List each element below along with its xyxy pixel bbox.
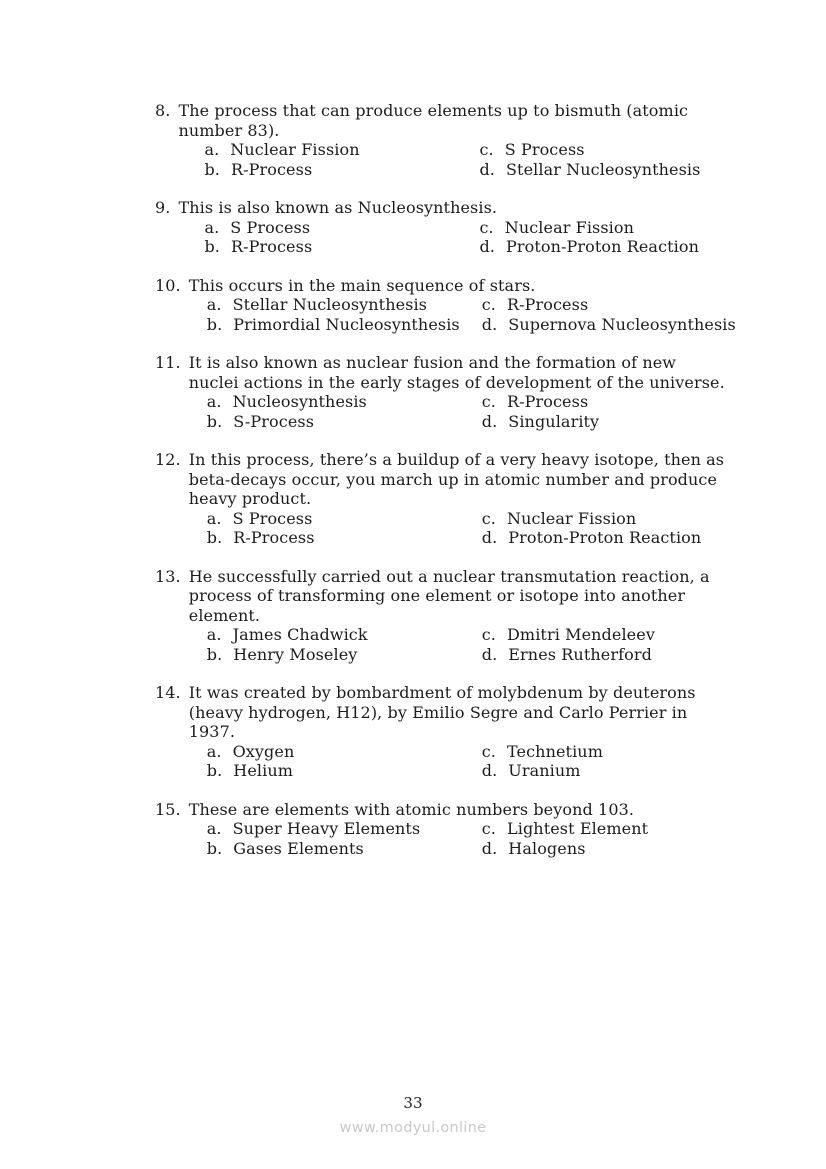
answer-option — [482, 761, 733, 781]
answer-option — [479, 160, 733, 180]
option-text: Nucleosynthesis — [232, 392, 367, 411]
option-text: Technetium — [507, 741, 603, 761]
option-text: Nuclear Fission — [230, 140, 360, 159]
option-letter: d. — [479, 159, 495, 179]
option-text: Supernova Nucleosynthesis — [508, 314, 736, 334]
option-letter: c. — [481, 819, 496, 838]
question-text: This is also known as Nucleosynthesis. — [178, 198, 498, 217]
option-text: R-Process — [231, 159, 313, 179]
option-text: Helium — [233, 761, 294, 780]
option-letter: c. — [481, 295, 496, 314]
option-text: Stellar Nucleosynthesis — [232, 295, 428, 314]
watermark: www.modyul.online — [339, 1120, 487, 1136]
answer-option — [207, 645, 482, 665]
answer-option — [207, 625, 482, 645]
option-letter: a. — [206, 741, 222, 761]
answer-option — [204, 218, 479, 238]
option-text: S Process — [230, 217, 311, 237]
option-letter: d. — [481, 528, 498, 547]
question — [155, 800, 733, 859]
option-letter: b. — [206, 761, 223, 780]
answer-option — [482, 295, 736, 315]
question-body — [189, 567, 733, 665]
option-letter: d. — [481, 314, 498, 334]
quiz-questions — [155, 101, 736, 877]
option-text: Halogens — [508, 838, 586, 858]
question-text: This occurs in the main sequence of stars. — [188, 275, 536, 295]
option-letter: c. — [481, 392, 496, 411]
answer-option — [207, 315, 482, 335]
answer-option — [207, 839, 482, 859]
answer-option — [482, 742, 733, 762]
option-text: R-Process — [231, 237, 313, 256]
option-text: Proton-Proton Reaction — [508, 528, 702, 547]
option-text: R-Process — [507, 392, 589, 411]
answer-option — [482, 819, 733, 839]
answer-option — [482, 645, 733, 665]
option-text: Dmitri Mendeleev — [507, 625, 655, 644]
option-letter: b. — [206, 644, 223, 664]
answer-option — [207, 509, 482, 529]
option-letter: a. — [206, 625, 222, 644]
question-number: 10. — [155, 275, 181, 295]
question-number: 15. — [155, 799, 181, 819]
option-text: Primordial Nucleosynthesis — [233, 314, 460, 334]
option-text: R-Process — [507, 295, 589, 314]
option-letter: a. — [206, 508, 222, 528]
option-letter: b. — [206, 528, 223, 547]
answer-option — [207, 392, 482, 412]
option-letter: b. — [204, 237, 220, 256]
option-text: James Chadwick — [232, 625, 368, 644]
answer-option — [482, 625, 733, 645]
answer-option — [479, 218, 733, 238]
option-letter: d. — [479, 237, 495, 256]
question-body — [189, 800, 733, 859]
question-number: 11. — [155, 353, 181, 372]
option-text: S-Process — [233, 411, 315, 431]
option-text: Lightest Element — [507, 819, 649, 838]
option-letter: d. — [481, 761, 498, 780]
option-text: Stellar Nucleosynthesis — [506, 159, 701, 179]
option-letter: a. — [206, 295, 222, 314]
answer-option — [482, 392, 733, 412]
question-body — [178, 101, 733, 179]
option-text: Oxygen — [232, 741, 295, 761]
answer-option — [207, 412, 482, 432]
question — [155, 198, 733, 257]
answer-option — [204, 237, 479, 257]
answer-option — [207, 528, 482, 548]
option-text: R-Process — [233, 528, 315, 547]
answer-options — [204, 140, 733, 179]
question-number: 12. — [155, 450, 181, 469]
answer-options — [207, 509, 733, 548]
option-letter: c. — [481, 508, 496, 528]
question — [155, 101, 733, 179]
question-text: In this process, there’s a buildup of a very heavy isotope, then as beta-decays occur, you march up in atomic number and produce heavy product. — [188, 450, 725, 508]
question-body — [189, 450, 733, 548]
option-letter: b. — [206, 838, 223, 858]
option-letter: a. — [204, 217, 220, 237]
answer-option — [479, 140, 733, 160]
option-text: Nuclear Fission — [504, 217, 635, 237]
question-body — [178, 198, 733, 257]
answer-options — [207, 742, 733, 781]
question — [155, 275, 736, 335]
answer-option — [482, 315, 736, 335]
question-body — [188, 275, 736, 335]
answer-option — [207, 819, 482, 839]
option-letter: b. — [206, 411, 223, 431]
option-letter: c. — [481, 625, 496, 644]
answer-option — [482, 839, 733, 859]
option-letter: d. — [481, 838, 498, 858]
question — [155, 353, 733, 431]
question-text: These are elements with atomic numbers beyond 103. — [188, 799, 635, 819]
question-body — [189, 683, 733, 781]
option-letter: b. — [206, 314, 223, 334]
option-letter: a. — [204, 140, 220, 159]
option-text: Singularity — [508, 411, 600, 431]
option-text: Nuclear Fission — [507, 508, 637, 528]
option-text: Gases Elements — [233, 838, 364, 858]
option-text: Henry Moseley — [233, 644, 358, 664]
answer-option — [207, 742, 482, 762]
question-text: It was created by bombardment of molybdenum by deuterons (heavy hydrogen, H12), by Emilio Segre and Carlo Perrier in 1937. — [188, 683, 696, 741]
question-text: The process that can produce elements up to bismuth (atomic number 83). — [178, 101, 689, 140]
question-number: 8. — [155, 101, 171, 120]
answer-options — [207, 819, 733, 858]
question — [155, 567, 733, 665]
answer-option — [204, 160, 479, 180]
question-text: It is also known as nuclear fusion and the formation of new nuclei actions in the early stages of development of the universe. — [188, 353, 725, 392]
option-letter: c. — [479, 140, 494, 159]
question-body — [189, 353, 733, 431]
option-text: Proton-Proton Reaction — [506, 237, 700, 256]
question — [155, 450, 733, 548]
option-text: Uranium — [508, 761, 581, 780]
question-number: 9. — [155, 198, 171, 217]
option-letter: d. — [481, 411, 498, 431]
question — [155, 683, 733, 781]
answer-option — [207, 295, 482, 315]
option-letter: c. — [479, 217, 494, 237]
option-text: Super Heavy Elements — [232, 819, 421, 838]
option-letter: b. — [204, 159, 220, 179]
option-text: S Process — [504, 140, 585, 159]
answer-option — [482, 509, 733, 529]
question-number: 13. — [155, 566, 181, 586]
answer-option — [207, 761, 482, 781]
answer-options — [206, 295, 736, 334]
option-text: Ernes Rutherford — [508, 644, 652, 664]
answer-option — [482, 412, 733, 432]
question-number: 14. — [155, 683, 181, 702]
answer-option — [482, 528, 733, 548]
option-letter: d. — [481, 644, 498, 664]
option-letter: a. — [206, 819, 222, 838]
option-letter: c. — [481, 741, 496, 761]
answer-option — [479, 237, 733, 257]
question-text: He successfully carried out a nuclear transmutation reaction, a process of transforming one element or isotope into another element. — [188, 566, 710, 625]
page-number: 33 — [403, 1094, 423, 1112]
option-letter: a. — [206, 392, 222, 411]
option-text: S Process — [232, 508, 313, 528]
answer-options — [207, 392, 733, 431]
answer-options — [207, 625, 733, 664]
answer-options — [204, 218, 733, 257]
answer-option — [204, 140, 479, 160]
